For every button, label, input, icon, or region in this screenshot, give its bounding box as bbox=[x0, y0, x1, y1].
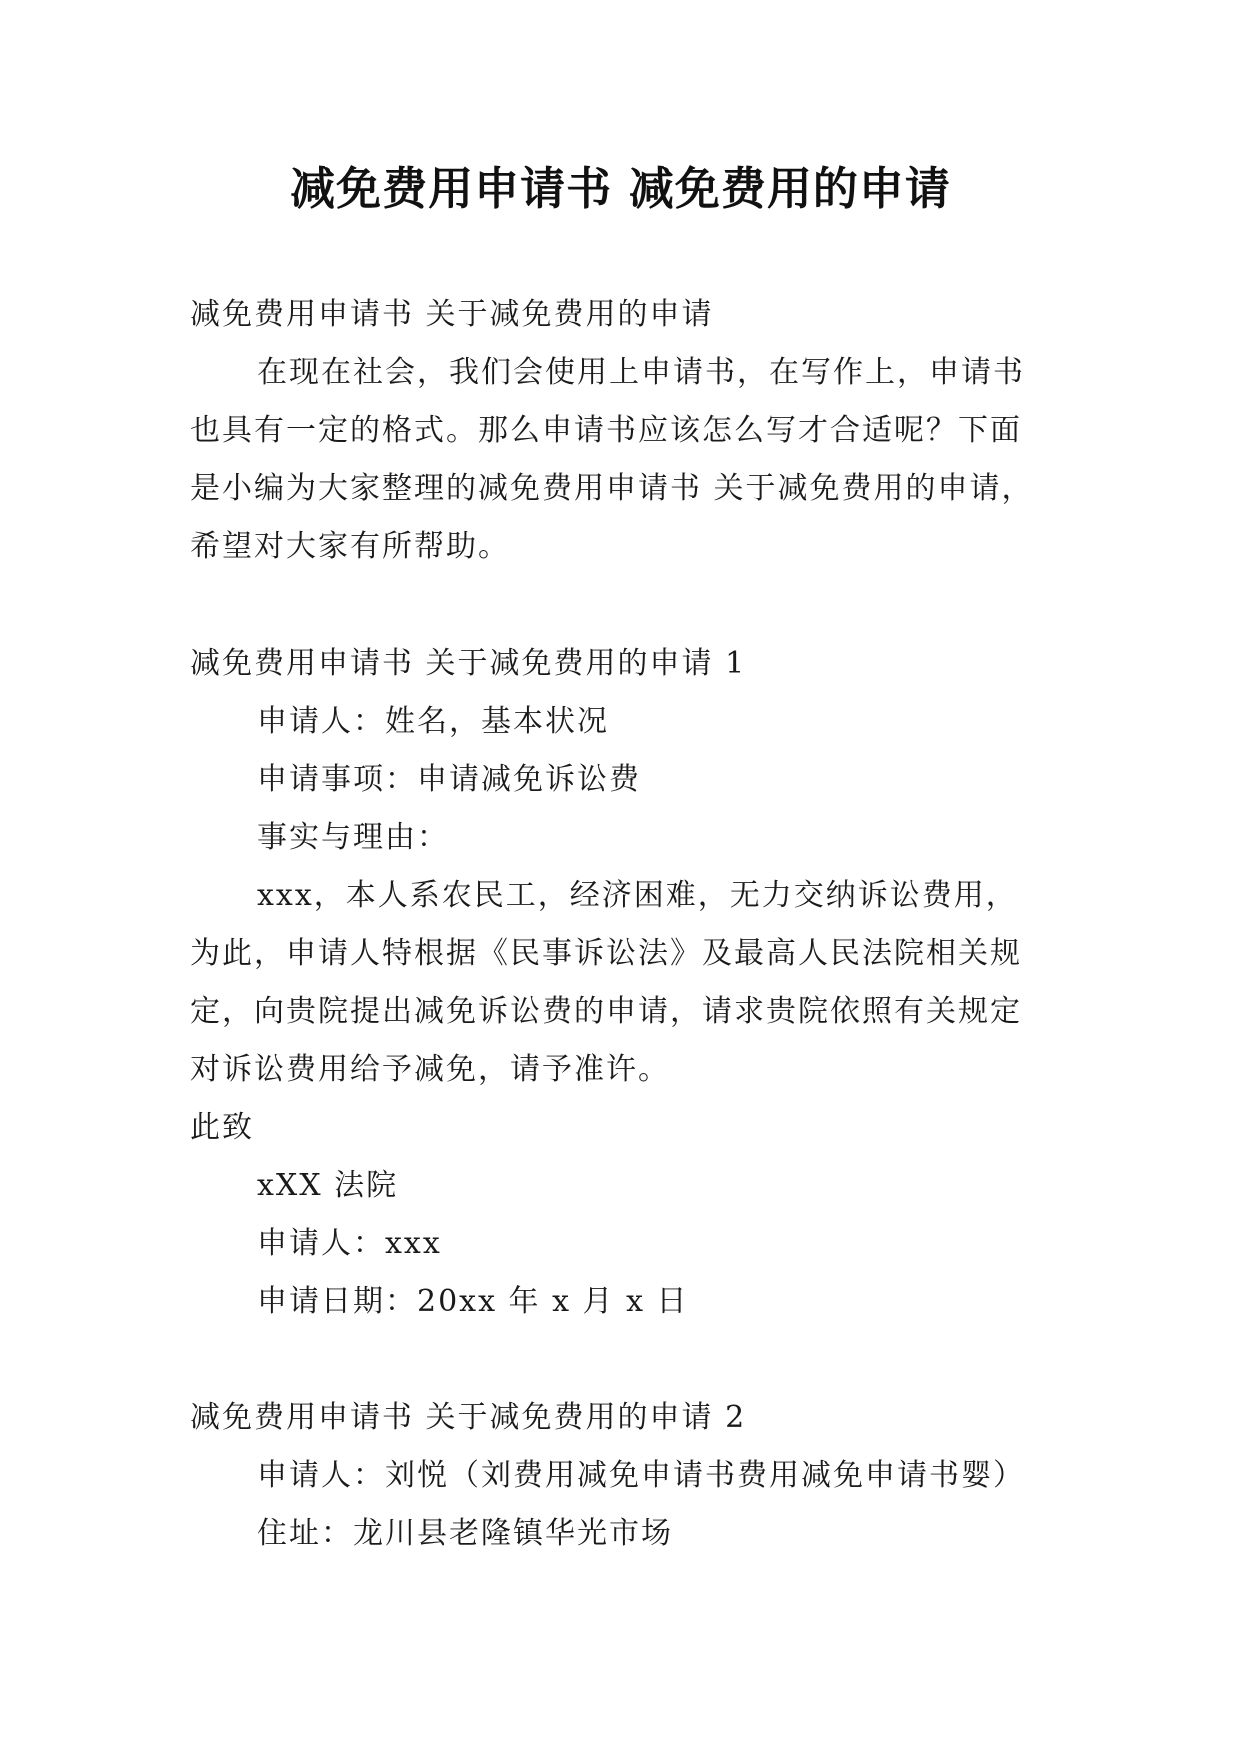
sample2-address: 住址：龙川县老隆镇华光市场 bbox=[257, 1516, 673, 1551]
sample1-heading: 减免费用申请书 关于减免费用的申请 1 bbox=[190, 646, 747, 681]
sample2-applicant: 申请人：刘悦（刘费用减免申请书费用减免申请书婴） bbox=[257, 1458, 1025, 1493]
sample1-matter: 申请事项：申请减免诉讼费 bbox=[257, 762, 641, 797]
sample1-body-line: 定，向贵院提出减免诉讼费的申请，请求贵院依照有关规定 bbox=[190, 994, 1022, 1029]
intro-line: 在现在社会，我们会使用上申请书，在写作上，申请书 bbox=[257, 355, 1025, 390]
sample1-reason-label: 事实与理由： bbox=[257, 820, 449, 855]
document-title: 减免费用申请书 减免费用的申请 bbox=[290, 162, 951, 215]
sample1-applicant: 申请人：姓名，基本状况 bbox=[257, 704, 609, 739]
sample1-court: xXX 法院 bbox=[257, 1168, 399, 1203]
sample1-salutation: 此致 bbox=[190, 1110, 254, 1145]
sample1-date: 申请日期：20xx 年 x 月 x 日 bbox=[257, 1284, 689, 1319]
intro-line: 也具有一定的格式。那么申请书应该怎么写才合适呢？下面 bbox=[190, 413, 1022, 448]
sample2-heading: 减免费用申请书 关于减免费用的申请 2 bbox=[190, 1400, 747, 1435]
sample1-signer: 申请人：xxx bbox=[257, 1226, 442, 1261]
sample1-body-line: 对诉讼费用给予减免，请予准许。 bbox=[190, 1052, 670, 1087]
intro-line: 是小编为大家整理的减免费用申请书 关于减免费用的申请， bbox=[190, 471, 1034, 506]
intro-heading: 减免费用申请书 关于减免费用的申请 bbox=[190, 297, 714, 332]
sample1-body-line: xxx，本人系农民工，经济困难，无力交纳诉讼费用， bbox=[257, 878, 1018, 913]
intro-line: 希望对大家有所帮助。 bbox=[190, 529, 510, 564]
sample1-body-line: 为此，申请人特根据《民事诉讼法》及最高人民法院相关规 bbox=[190, 936, 1022, 971]
